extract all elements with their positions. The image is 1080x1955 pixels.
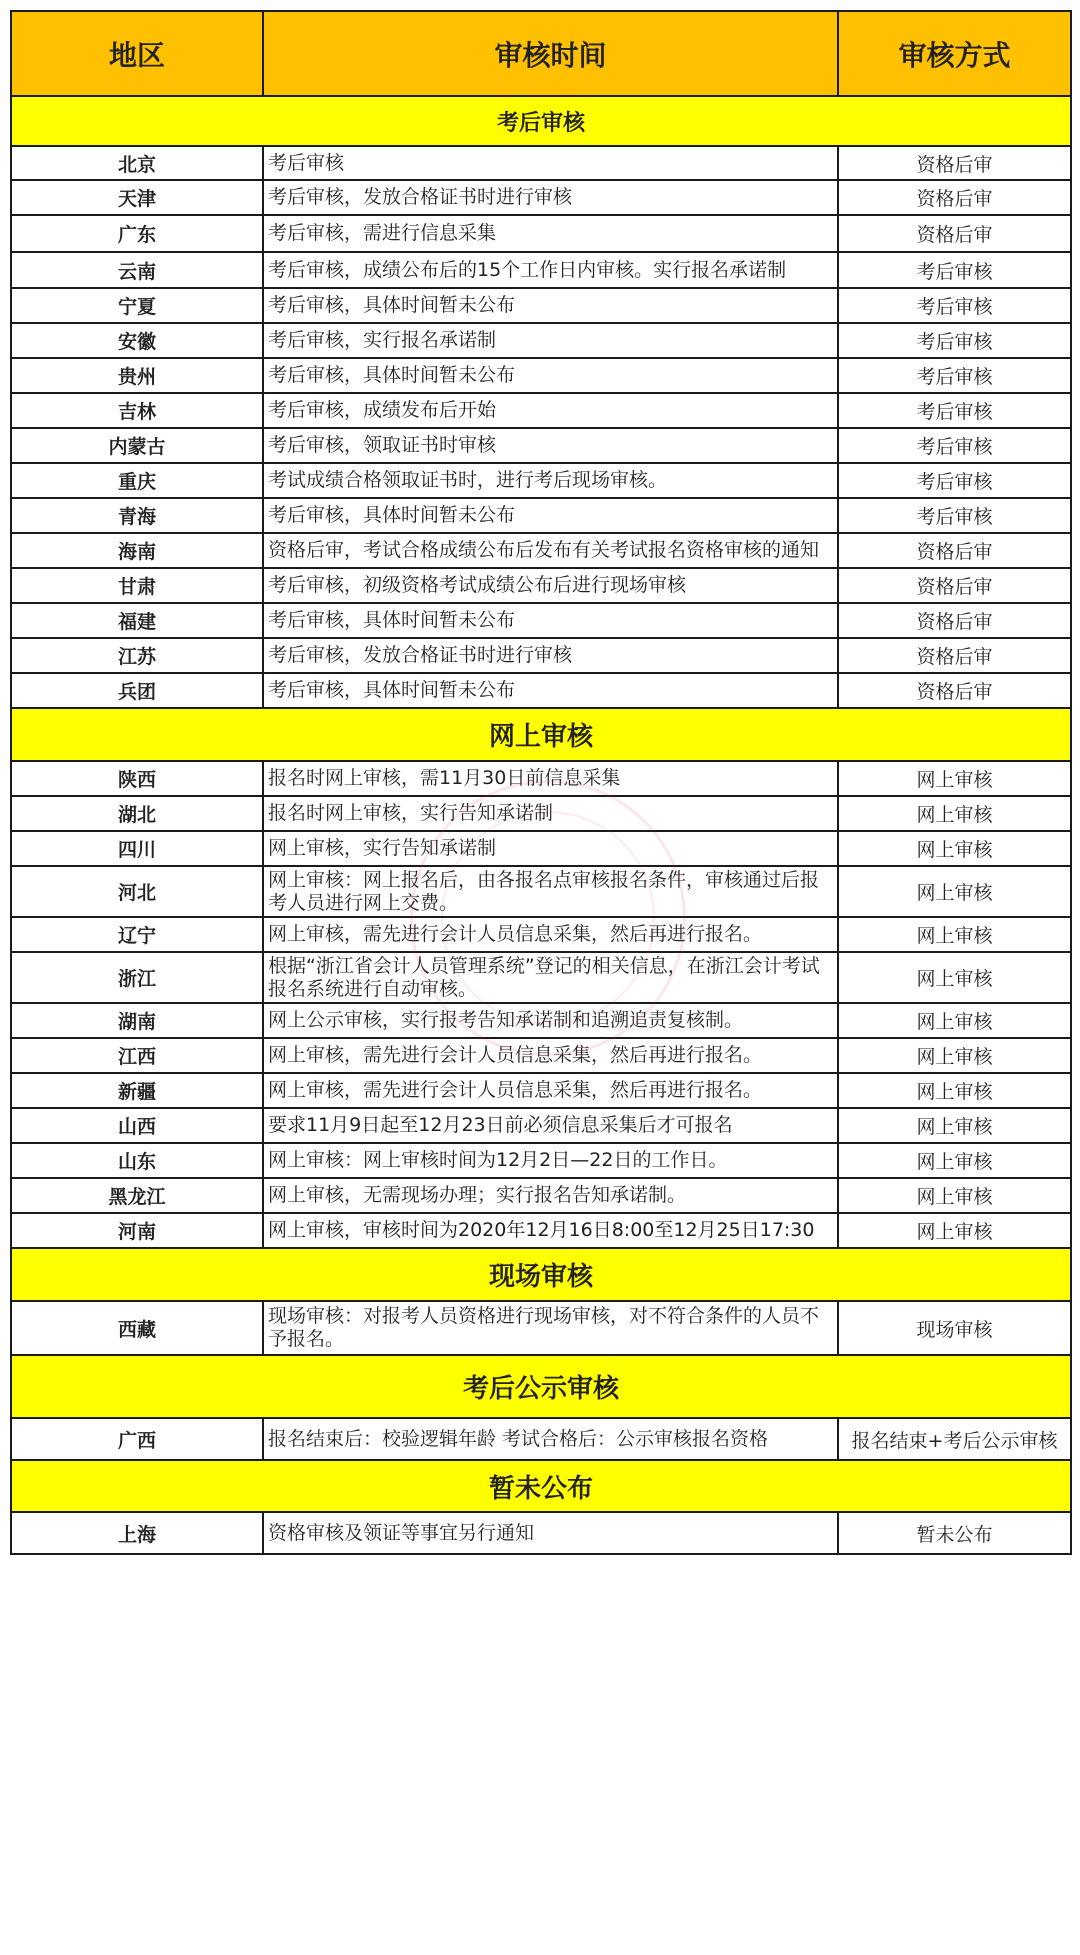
region-cell: 新疆 — [11, 1073, 263, 1108]
section-title: 暂未公布 — [11, 1460, 1071, 1512]
method-cell: 资格后审 — [838, 603, 1071, 638]
section-row — [11, 708, 1071, 761]
section-row — [11, 1460, 1071, 1512]
region-cell: 青海 — [11, 498, 263, 533]
region-cell: 内蒙古 — [11, 428, 263, 463]
region-cell: 吉林 — [11, 393, 263, 428]
description-cell: 网上公示审核，实行报考告知承诺制和追溯追责复核制。 — [263, 1003, 838, 1038]
method-cell: 考后审核 — [838, 323, 1071, 358]
table-row — [11, 533, 1071, 568]
region-cell: 云南 — [11, 252, 263, 288]
region-cell: 北京 — [11, 146, 263, 180]
description-cell: 网上审核，实行告知承诺制 — [263, 831, 838, 866]
description-cell: 网上审核，无需现场办理；实行报名告知承诺制。 — [263, 1178, 838, 1213]
table-row — [11, 393, 1071, 428]
section-title: 考后审核 — [11, 96, 1071, 146]
description-cell: 网上审核：网上审核时间为12月2日—22日的工作日。 — [263, 1143, 838, 1178]
section-title: 网上审核 — [11, 708, 1071, 761]
header-row — [11, 11, 1071, 96]
region-cell: 天津 — [11, 180, 263, 215]
method-cell: 网上审核 — [838, 1038, 1071, 1073]
table-row — [11, 952, 1071, 1003]
description-cell: 报名时网上审核，需11月30日前信息采集 — [263, 761, 838, 796]
region-cell: 浙江 — [11, 952, 263, 1003]
region-cell: 上海 — [11, 1512, 263, 1554]
method-cell: 考后审核 — [838, 428, 1071, 463]
method-cell: 资格后审 — [838, 673, 1071, 708]
description-cell: 考后审核，具体时间暂未公布 — [263, 603, 838, 638]
method-cell: 网上审核 — [838, 1143, 1071, 1178]
table-row — [11, 831, 1071, 866]
header-region: 地区 — [11, 11, 263, 96]
description-cell: 考后审核，需进行信息采集 — [263, 215, 838, 252]
region-cell: 江苏 — [11, 638, 263, 673]
method-cell: 考后审核 — [838, 393, 1071, 428]
description-cell: 考后审核，具体时间暂未公布 — [263, 498, 838, 533]
description-cell: 网上审核，需先进行会计人员信息采集，然后再进行报名。 — [263, 1038, 838, 1073]
section-row — [11, 1248, 1071, 1301]
table-row — [11, 180, 1071, 215]
table-row — [11, 1038, 1071, 1073]
region-cell: 重庆 — [11, 463, 263, 498]
region-cell: 江西 — [11, 1038, 263, 1073]
description-cell: 考后审核，成绩公布后的15个工作日内审核。实行报名承诺制 — [263, 252, 838, 288]
section-row — [11, 1355, 1071, 1418]
description-cell: 根据“浙江省会计人员管理系统”登记的相关信息，在浙江会计考试报名系统进行自动审核。 — [263, 952, 838, 1003]
region-cell: 广东 — [11, 215, 263, 252]
method-cell: 考后审核 — [838, 463, 1071, 498]
description-cell: 考后审核，发放合格证书时进行审核 — [263, 180, 838, 215]
description-cell: 考后审核，初级资格考试成绩公布后进行现场审核 — [263, 568, 838, 603]
table-row — [11, 1143, 1071, 1178]
region-cell: 广西 — [11, 1418, 263, 1460]
method-cell: 报名结束+考后公示审核 — [838, 1418, 1071, 1460]
region-cell: 宁夏 — [11, 288, 263, 323]
table-row — [11, 428, 1071, 463]
table-row — [11, 1418, 1071, 1460]
description-cell: 网上审核，审核时间为2020年12月16日8:00至12月25日17:30 — [263, 1213, 838, 1248]
table-row — [11, 1512, 1071, 1554]
description-cell: 考后审核，具体时间暂未公布 — [263, 358, 838, 393]
method-cell: 现场审核 — [838, 1301, 1071, 1355]
region-cell: 湖南 — [11, 1003, 263, 1038]
region-cell: 湖北 — [11, 796, 263, 831]
table-row — [11, 1213, 1071, 1248]
method-cell: 网上审核 — [838, 866, 1071, 917]
table-row — [11, 796, 1071, 831]
description-cell: 现场审核：对报考人员资格进行现场审核，对不符合条件的人员不予报名。 — [263, 1301, 838, 1355]
description-cell: 考后审核，实行报名承诺制 — [263, 323, 838, 358]
description-cell: 考后审核，领取证书时审核 — [263, 428, 838, 463]
section-title: 考后公示审核 — [11, 1355, 1071, 1418]
description-cell: 网上审核，需先进行会计人员信息采集，然后再进行报名。 — [263, 1073, 838, 1108]
method-cell: 考后审核 — [838, 252, 1071, 288]
method-cell: 网上审核 — [838, 1073, 1071, 1108]
table-row — [11, 146, 1071, 180]
table-row — [11, 568, 1071, 603]
method-cell: 网上审核 — [838, 917, 1071, 952]
method-cell: 网上审核 — [838, 1108, 1071, 1143]
table-row — [11, 1003, 1071, 1038]
table-row — [11, 866, 1071, 917]
table-row — [11, 288, 1071, 323]
region-cell: 福建 — [11, 603, 263, 638]
table-row — [11, 463, 1071, 498]
method-cell: 网上审核 — [838, 952, 1071, 1003]
table-row — [11, 673, 1071, 708]
table-row — [11, 215, 1071, 252]
region-cell: 贵州 — [11, 358, 263, 393]
method-cell: 资格后审 — [838, 533, 1071, 568]
review-table — [10, 10, 1072, 1555]
region-cell: 海南 — [11, 533, 263, 568]
method-cell: 考后审核 — [838, 498, 1071, 533]
method-cell: 暂未公布 — [838, 1512, 1071, 1554]
method-cell: 资格后审 — [838, 146, 1071, 180]
table-row — [11, 603, 1071, 638]
method-cell: 网上审核 — [838, 796, 1071, 831]
method-cell: 资格后审 — [838, 180, 1071, 215]
method-cell: 资格后审 — [838, 568, 1071, 603]
region-cell: 陕西 — [11, 761, 263, 796]
method-cell: 网上审核 — [838, 761, 1071, 796]
method-cell: 网上审核 — [838, 831, 1071, 866]
description-cell: 考后审核，具体时间暂未公布 — [263, 673, 838, 708]
method-cell: 考后审核 — [838, 288, 1071, 323]
region-cell: 安徽 — [11, 323, 263, 358]
header-time: 审核时间 — [263, 11, 838, 96]
method-cell: 网上审核 — [838, 1213, 1071, 1248]
table-row — [11, 761, 1071, 796]
table-row — [11, 1178, 1071, 1213]
description-cell: 考后审核 — [263, 146, 838, 180]
description-cell: 报名时网上审核，实行告知承诺制 — [263, 796, 838, 831]
table-row — [11, 252, 1071, 288]
region-cell: 河南 — [11, 1213, 263, 1248]
table-row — [11, 638, 1071, 673]
method-cell: 网上审核 — [838, 1003, 1071, 1038]
header-method: 审核方式 — [838, 11, 1071, 96]
region-cell: 山东 — [11, 1143, 263, 1178]
description-cell: 资格审核及领证等事宜另行通知 — [263, 1512, 838, 1554]
method-cell: 网上审核 — [838, 1178, 1071, 1213]
table-row — [11, 498, 1071, 533]
description-cell: 考后审核，发放合格证书时进行审核 — [263, 638, 838, 673]
table-row — [11, 323, 1071, 358]
description-cell: 网上审核：网上报名后，由各报名点审核报名条件，审核通过后报考人员进行网上交费。 — [263, 866, 838, 917]
region-cell: 西藏 — [11, 1301, 263, 1355]
region-cell: 兵团 — [11, 673, 263, 708]
region-cell: 辽宁 — [11, 917, 263, 952]
table-row — [11, 1073, 1071, 1108]
region-cell: 黑龙江 — [11, 1178, 263, 1213]
description-cell: 考后审核，具体时间暂未公布 — [263, 288, 838, 323]
region-cell: 河北 — [11, 866, 263, 917]
method-cell: 考后审核 — [838, 358, 1071, 393]
description-cell: 考后审核，成绩发布后开始 — [263, 393, 838, 428]
table-row — [11, 1301, 1071, 1355]
method-cell: 资格后审 — [838, 638, 1071, 673]
table-row — [11, 358, 1071, 393]
region-cell: 四川 — [11, 831, 263, 866]
section-row — [11, 96, 1071, 146]
description-cell: 网上审核，需先进行会计人员信息采集，然后再进行报名。 — [263, 917, 838, 952]
table-row — [11, 1108, 1071, 1143]
description-cell: 要求11月9日起至12月23日前必须信息采集后才可报名 — [263, 1108, 838, 1143]
description-cell: 报名结束后：校验逻辑年龄 考试合格后：公示审核报名资格 — [263, 1418, 838, 1460]
description-cell: 考试成绩合格领取证书时，进行考后现场审核。 — [263, 463, 838, 498]
method-cell: 资格后审 — [838, 215, 1071, 252]
region-cell: 甘肃 — [11, 568, 263, 603]
section-title: 现场审核 — [11, 1248, 1071, 1301]
region-cell: 山西 — [11, 1108, 263, 1143]
description-cell: 资格后审，考试合格成绩公布后发布有关考试报名资格审核的通知 — [263, 533, 838, 568]
table-row — [11, 917, 1071, 952]
